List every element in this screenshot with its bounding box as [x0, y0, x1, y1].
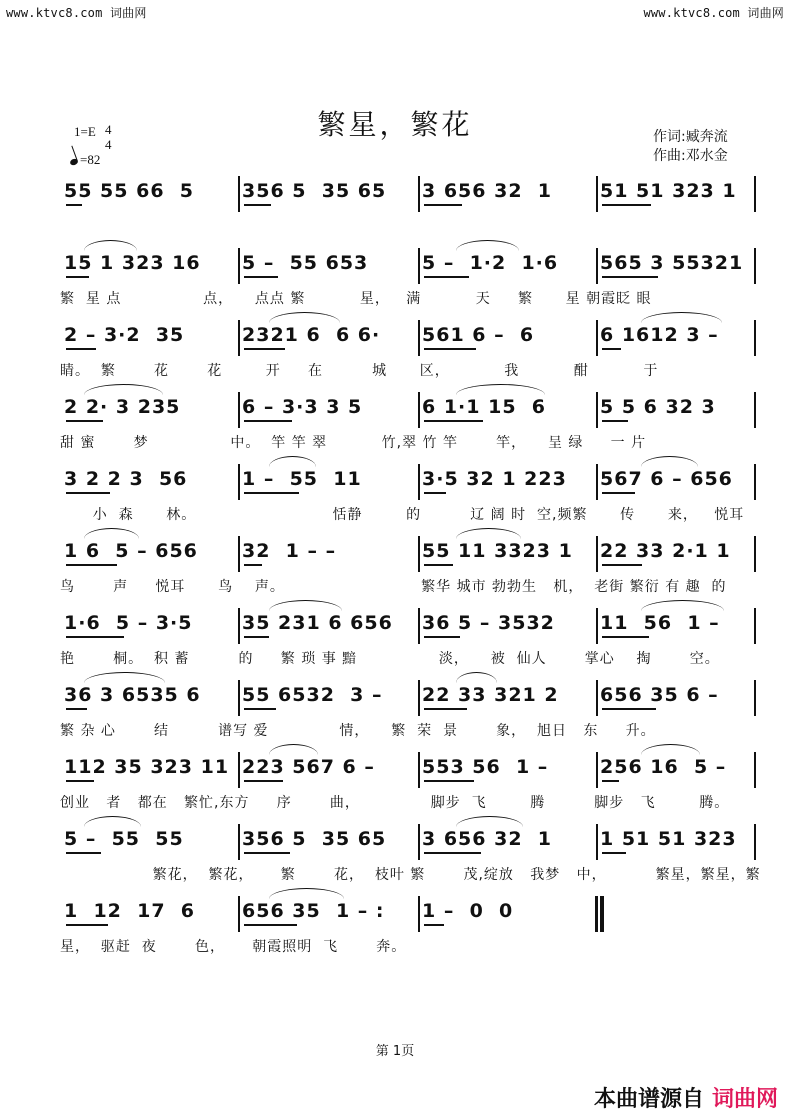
beam-line [602, 780, 619, 782]
bar-line [596, 680, 598, 716]
bar-line [596, 248, 598, 284]
measure-notes: 51 51 323 1 [600, 180, 737, 202]
slur-arc [84, 816, 141, 827]
bar-line [418, 752, 420, 788]
lyrics-line: 繁 杂 心 结 谱写 爱 情， 繁 荣 景 象， 旭日 东 升。 [60, 723, 656, 739]
lyrics-line: 鸟 声 悦耳 鸟 声。 繁华 城市 勃勃生 机， 老街 繁衍 有 趣 的 [60, 579, 727, 595]
measure-notes: 5 – 1·2 1·6 [422, 252, 559, 274]
bar-line [238, 896, 240, 932]
beam-line [244, 492, 299, 494]
bar-line [596, 824, 598, 860]
time-signature-bottom: 4 [105, 137, 112, 152]
beam-line [244, 204, 271, 206]
measure-notes: 36 5 – 3532 [422, 612, 555, 634]
measure-notes: 561 6 – 6 [422, 324, 535, 346]
key-signature: 1=E [74, 124, 96, 139]
measure-notes: 223 567 6 – [242, 756, 375, 778]
measure-notes: 656 35 6 – [600, 684, 719, 706]
beam-line [66, 204, 82, 206]
slur-arc [641, 312, 722, 323]
notes-line [60, 822, 760, 862]
bar-line [754, 824, 756, 860]
bar-line [754, 752, 756, 788]
measure-notes: 22 33 321 2 [422, 684, 559, 706]
page-number: 第 1页 [375, 1044, 415, 1059]
beam-line [66, 636, 124, 638]
beam-line [602, 276, 658, 278]
bar-line [754, 608, 756, 644]
slur-arc [269, 312, 340, 323]
measure-notes: 22 33 2·1 1 [600, 540, 731, 562]
site-url-left[interactable]: www.ktvc8.com 词曲网 [6, 6, 147, 20]
beam-line [602, 492, 635, 494]
beam-line [424, 564, 453, 566]
measure-notes: 356 5 35 65 [242, 828, 387, 850]
measure-notes: 6 1·1 15 6 [422, 396, 546, 418]
beam-line [244, 924, 297, 926]
bar-line [238, 248, 240, 284]
slur-arc [84, 672, 165, 683]
bar-line [418, 896, 420, 932]
notes-line [60, 894, 760, 934]
beam-line [424, 204, 462, 206]
slur-arc [641, 744, 700, 755]
lyrics-line: 繁花， 繁花， 繁 花， 枝叶 繁 茂,绽放 我梦 中， 繁星，繁星，繁 [60, 867, 761, 883]
beam-line [66, 780, 94, 782]
slur-arc [456, 240, 519, 251]
measure-notes: 6 1612 3 – [600, 324, 719, 346]
beam-line [66, 348, 96, 350]
bar-line [754, 536, 756, 572]
measure-notes: 5 – 55 653 [242, 252, 369, 274]
bar-line [754, 680, 756, 716]
site-url-right[interactable]: www.ktvc8.com 词曲网 [643, 6, 784, 20]
beam-line [602, 420, 628, 422]
bar-line [596, 320, 598, 356]
slur-arc [456, 384, 545, 395]
beam-line [424, 852, 481, 854]
measure-notes: 3 2 2 3 56 [64, 468, 188, 490]
measure-notes: 565 3 55321 [600, 252, 744, 274]
measure-notes: 1 6 5 – 656 [64, 540, 198, 562]
beam-line [244, 564, 262, 566]
slur-arc [641, 600, 724, 611]
beam-line [244, 420, 292, 422]
bar-line [418, 176, 420, 212]
measure-notes: 32 1 – – [242, 540, 337, 562]
beam-line [66, 564, 117, 566]
slur-arc [84, 240, 137, 251]
measure-notes: 2 – 3·2 35 [64, 324, 185, 346]
slur-arc [84, 384, 163, 395]
measure-notes: 112 35 323 11 [64, 756, 230, 778]
beam-line [424, 492, 446, 494]
quarter-note-icon [69, 158, 79, 166]
beam-line [602, 348, 621, 350]
bar-line [754, 464, 756, 500]
beam-line [602, 636, 649, 638]
bar-line [418, 320, 420, 356]
measure-notes: 356 5 35 65 [242, 180, 387, 202]
bar-line [754, 392, 756, 428]
song-title: 繁星，繁花 [317, 107, 473, 141]
measure-notes: 3 656 32 1 [422, 828, 553, 850]
bar-line [238, 824, 240, 860]
beam-line [424, 420, 483, 422]
measure-notes: 3 656 32 1 [422, 180, 553, 202]
notes-line [60, 606, 760, 646]
slur-arc [456, 672, 497, 683]
measure-notes: 11 56 1 – [600, 612, 720, 634]
slur-arc [269, 456, 316, 467]
notes-line [60, 462, 760, 502]
lyrics-line: 创业 者 都在 繁忙,东方 序 曲， 脚步 飞 腾 脚步 飞 腾。 [60, 795, 730, 811]
beam-line [244, 348, 285, 350]
bar-line [418, 536, 420, 572]
final-bar-line-thin [595, 896, 597, 932]
time-signature-top: 4 [105, 122, 112, 137]
tempo-marking [70, 152, 100, 168]
beam-line [66, 276, 89, 278]
measure-notes: 55 11 3323 1 [422, 540, 573, 562]
measure-notes: 5 5 6 32 3 [600, 396, 716, 418]
beam-line [66, 492, 110, 494]
measure-notes: 656 35 1 – : [242, 900, 385, 922]
bar-line [418, 824, 420, 860]
measure-notes: 1 – 55 11 [242, 468, 362, 490]
measure-notes: 15 1 323 16 [64, 252, 201, 274]
bar-line [238, 680, 240, 716]
tempo-value: =82 [80, 152, 101, 167]
slur-arc [269, 744, 318, 755]
bar-line [754, 248, 756, 284]
bar-line [754, 176, 756, 212]
measure-notes: 553 56 1 – [422, 756, 549, 778]
bar-line [754, 320, 756, 356]
beam-line [602, 564, 642, 566]
measure-notes: 1 51 51 323 [600, 828, 737, 850]
beam-line [66, 420, 103, 422]
measure-notes: 55 55 66 5 [64, 180, 195, 202]
lyrics-line: 星， 驱赶 夜 色， 朝霞照明 飞 奔。 [60, 939, 407, 955]
source-banner[interactable] [594, 1082, 778, 1113]
bar-line [596, 464, 598, 500]
measure-notes: 1·6 5 – 3·5 [64, 612, 193, 634]
slur-arc [269, 600, 342, 611]
notes-line [60, 174, 760, 214]
bar-line [596, 392, 598, 428]
beam-line [602, 852, 626, 854]
bar-line [238, 464, 240, 500]
bar-line [238, 608, 240, 644]
slur-arc [269, 888, 344, 899]
lyricist: 作词:臧奔流 [653, 129, 728, 145]
measure-notes: 36 3 6535 6 [64, 684, 201, 706]
bar-line [418, 680, 420, 716]
beam-line [244, 780, 283, 782]
beam-line [66, 852, 101, 854]
beam-line [244, 708, 276, 710]
lyrics-line: 艳 桐。 积 蓄 的 繁 琐 事 黯 淡， 被 仙人 掌心 掏 空。 [60, 651, 720, 667]
notes-line [60, 318, 760, 358]
bar-line [418, 248, 420, 284]
notes-line [60, 390, 760, 430]
bar-line [418, 392, 420, 428]
measure-notes: 35 231 6 656 [242, 612, 393, 634]
measure-notes: 567 6 – 656 [600, 468, 733, 490]
bar-line [238, 392, 240, 428]
bar-line [596, 536, 598, 572]
lyrics-line: 小 森 林。 恬静 的 辽 阔 时 空,频繁 传 来， 悦耳 [60, 507, 745, 523]
lyrics-line: 繁 星 点 点， 点点 繁 星， 满 天 繁 星 朝霞眨 眼 [60, 291, 652, 307]
slur-arc [641, 456, 698, 467]
measure-notes: 256 16 5 – [600, 756, 727, 778]
beam-line [424, 636, 460, 638]
bar-line [238, 320, 240, 356]
notes-line [60, 534, 760, 574]
slur-arc [456, 528, 521, 539]
bar-line [596, 608, 598, 644]
beam-line [66, 924, 108, 926]
slur-arc [84, 528, 139, 539]
time-signature [105, 122, 112, 152]
measure-notes: 2321 6 6 6· [242, 324, 381, 346]
beam-line [602, 204, 651, 206]
beam-line [66, 708, 87, 710]
beam-line [424, 780, 474, 782]
measure-notes: 2 2· 3 235 [64, 396, 181, 418]
beam-line [424, 276, 469, 278]
composer: 作曲:邓水金 [653, 148, 728, 164]
bar-line [418, 608, 420, 644]
lyrics-line: 甜 蜜 梦 中。 竿 竿 翠 竹,翠 竹 竿 竿， 呈 绿 一 片 [60, 435, 647, 451]
beam-line [424, 348, 476, 350]
beam-line [244, 852, 290, 854]
measure-notes: 6 – 3·3 3 5 [242, 396, 363, 418]
beam-line [244, 276, 278, 278]
notes-line [60, 750, 760, 790]
bar-line [238, 536, 240, 572]
bar-line [238, 176, 240, 212]
notes-line [60, 678, 760, 718]
beam-line [602, 708, 656, 710]
lyrics-line: 睛。 繁 花 花 开 在 城 区， 我 酣 于 [60, 363, 659, 379]
measure-notes: 55 6532 3 – [242, 684, 383, 706]
source-label: 本曲谱源自 [593, 1087, 704, 1112]
beam-line [244, 636, 269, 638]
final-bar-line [600, 896, 604, 932]
credits [653, 128, 728, 166]
bar-line [418, 464, 420, 500]
bar-line [596, 752, 598, 788]
beam-line [424, 924, 444, 926]
measure-notes: 3·5 32 1 223 [422, 468, 567, 490]
measure-notes: 1 12 17 6 [64, 900, 196, 922]
measure-notes: 5 – 55 55 [64, 828, 184, 850]
source-site-link[interactable]: 词曲网 [711, 1087, 778, 1112]
bar-line [238, 752, 240, 788]
beam-line [424, 708, 467, 710]
bar-line [596, 176, 598, 212]
notes-line [60, 246, 760, 286]
measure-notes: 1 – 0 0 [422, 900, 514, 922]
slur-arc [456, 816, 523, 827]
